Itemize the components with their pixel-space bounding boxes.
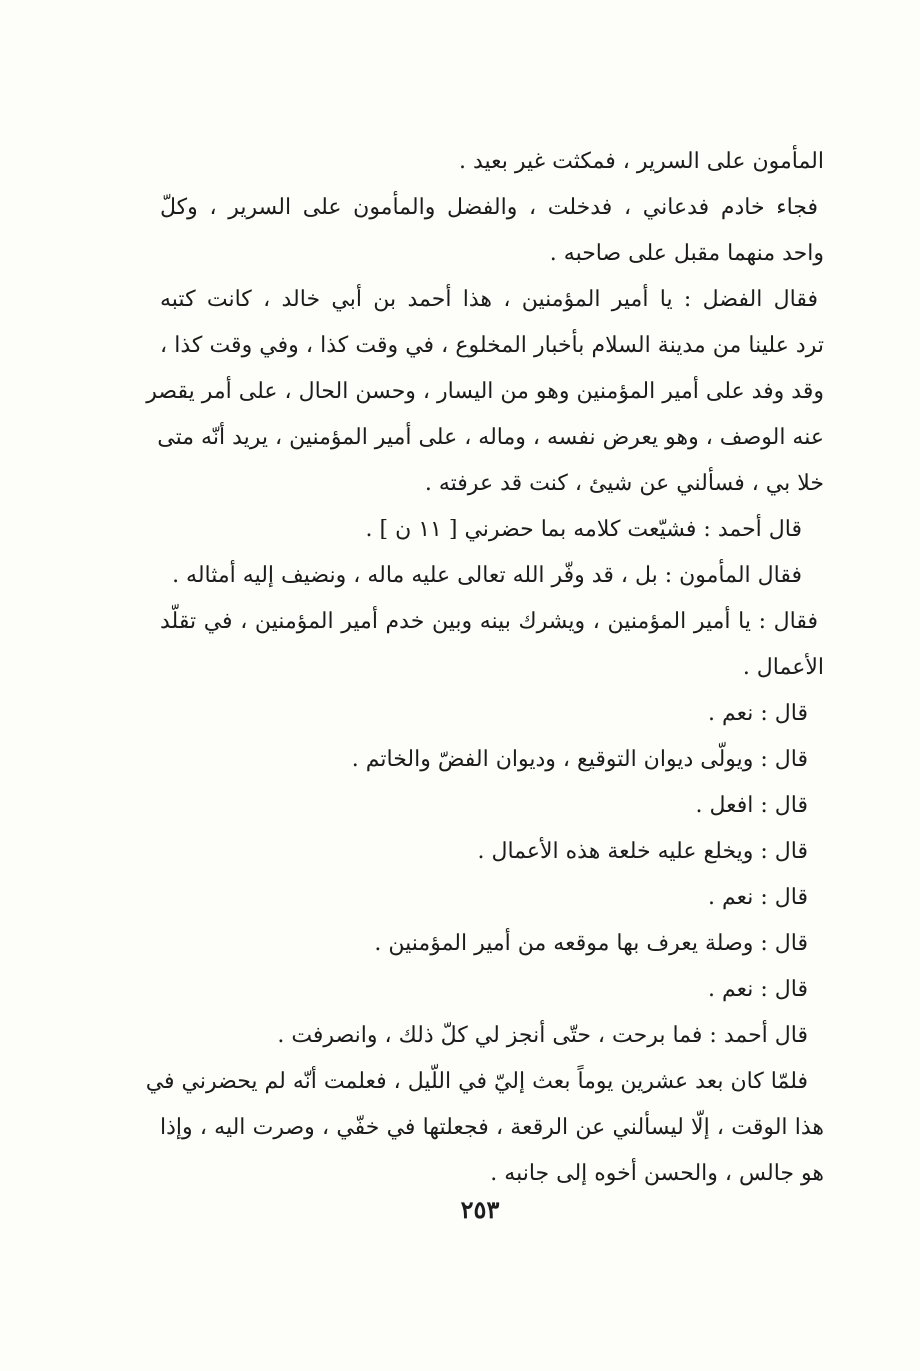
text-line-11: فقال : يا أمير المؤمنين ، ويشرك بينه وبين خدم أمير المؤمنين ، في تقلّد — [160, 609, 818, 634]
text-line-2: فجاء خادم فدعاني ، فدخلت ، والفضل والمأمون على السرير ، وكلّ — [160, 195, 818, 220]
text-line-5: ترد علينا من مدينة السلام بأخبار المخلوع ، في وقت كذا ، وفي وقت كذا ، — [160, 333, 824, 358]
text-line-12: الأعمال . — [742, 655, 824, 680]
text-line-4: فقال الفضل : يا أمير المؤمنين ، هذا أحمد بن أبي خالد ، كانت كتبه — [160, 287, 818, 312]
text-line-9: قال أحمد : فشيّعت كلامه بما حضرني [ ١١ ن ] . — [365, 517, 802, 542]
text-line-7: عنه الوصف ، وهو يعرض نفسه ، وماله ، على أمير المؤمنين ، يريد أنّه متى — [157, 425, 824, 450]
text-line-20: قال أحمد : فما برحت ، حتّى أنجز لي كلّ ذلك ، وانصرفت . — [277, 1023, 808, 1048]
text-line-15: قال : افعل . — [695, 793, 808, 818]
text-line-14: قال : ويولّى ديوان التوقيع ، وديوان الفضّ والخاتم . — [351, 747, 808, 772]
page-number: ٢٥٣ — [460, 1195, 500, 1224]
text-line-23: هو جالس ، والحسن أخوه إلى جانبه . — [490, 1161, 824, 1186]
text-line-18: قال : وصلة يعرف بها موقعه من أمير المؤمنين . — [374, 931, 808, 956]
text-line-17: قال : نعم . — [708, 885, 808, 910]
text-line-8: خلا بي ، فسألني عن شيئ ، كنت قد عرفته . — [424, 471, 824, 496]
text-line-19: قال : نعم . — [708, 977, 808, 1002]
text-line-3: واحد منهما مقبل على صاحبه . — [549, 241, 824, 266]
text-line-13: قال : نعم . — [708, 701, 808, 726]
text-line-6: وقد وفد على أمير المؤمنين وهو من اليسار ، وحسن الحال ، على أمر يقصر — [146, 379, 824, 404]
text-line-16: قال : ويخلع عليه خلعة هذه الأعمال . — [477, 839, 808, 864]
text-line-22: هذا الوقت ، إلّا ليسألني عن الرقعة ، فجعلتها في خفّي ، وصرت اليه ، وإذا — [160, 1115, 824, 1140]
text-line-1: المأمون على السرير ، فمكثت غير بعيد . — [458, 149, 824, 174]
text-line-21: فلمّا كان بعد عشرين يوماً بعث إليّ في اللّيل ، فعلمت أنّه لم يحضرني في — [145, 1069, 808, 1094]
text-line-10: فقال المأمون : بل ، قد وفّر الله تعالى عليه ماله ، ونضيف إليه أمثاله . — [172, 563, 802, 588]
